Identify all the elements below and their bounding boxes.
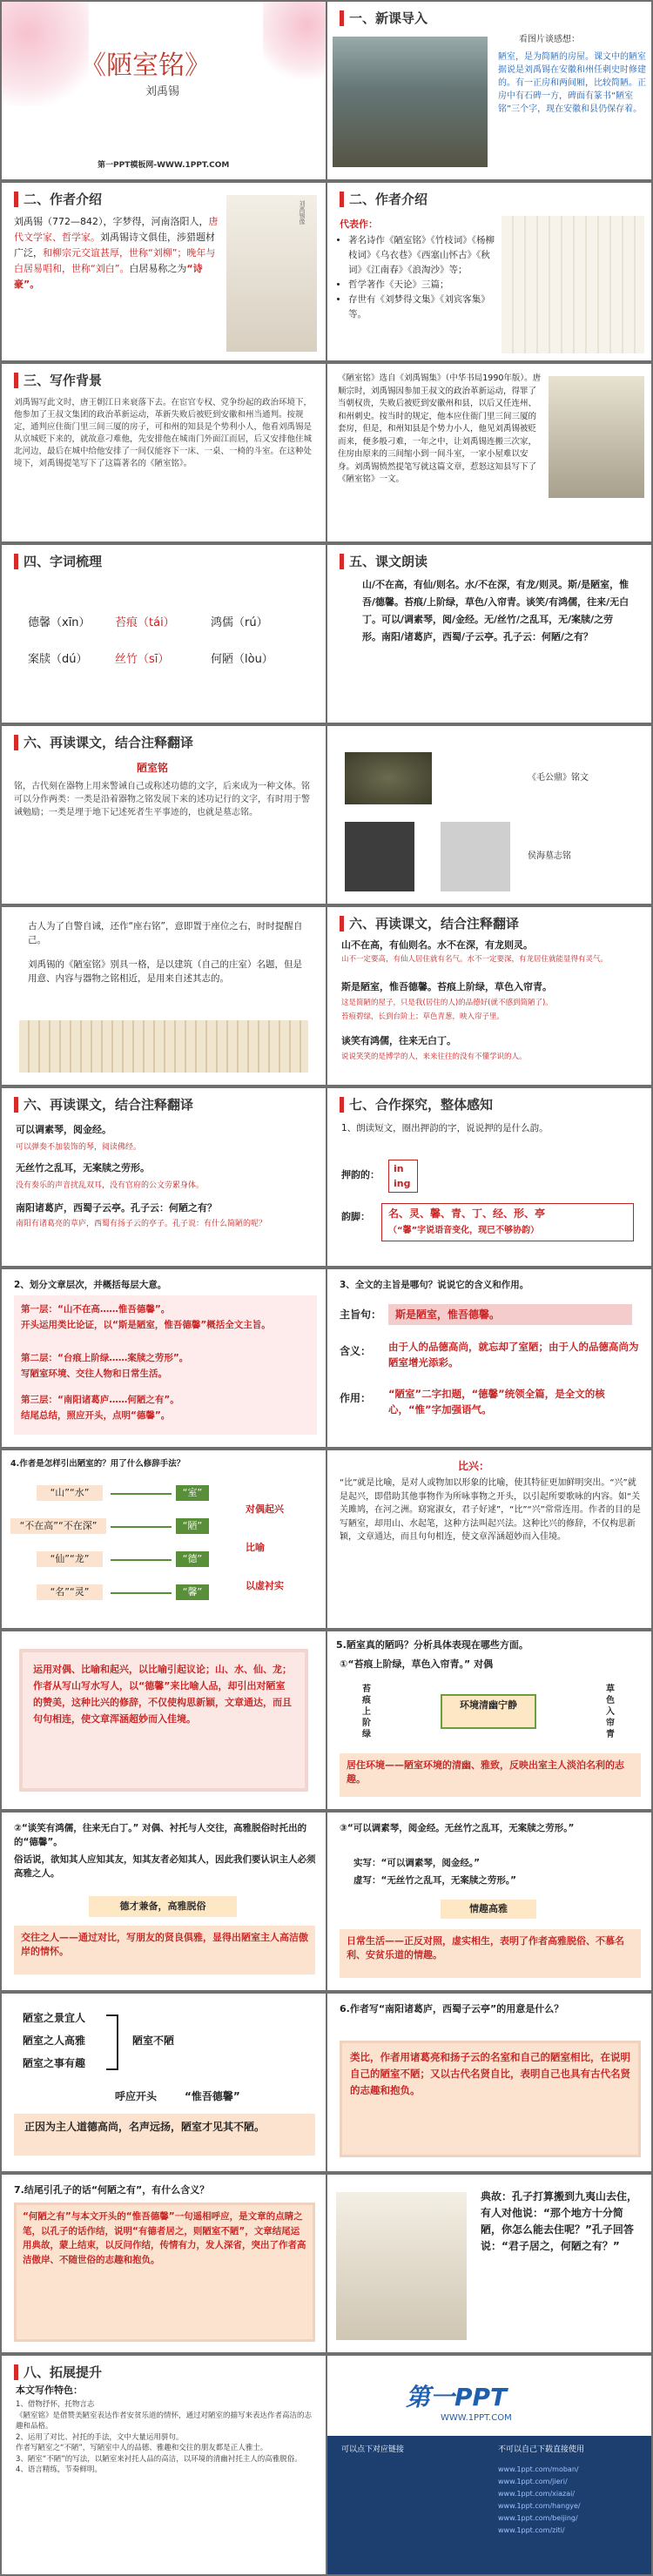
slide-structure bbox=[2, 1269, 326, 1447]
brand-text: 第一PPT模板网-WWW.1PPT.COM bbox=[98, 161, 230, 170]
line-1: 山不在高，有仙则名。水不在深，有龙则灵。 bbox=[341, 939, 533, 951]
work-item: • 哲学著作《天论》三篇； bbox=[348, 278, 496, 293]
works-label: 代表作： bbox=[340, 219, 378, 230]
layer-1: 第一层：“山不在高……惟吾德馨”。 bbox=[21, 1304, 171, 1315]
slide-heading: 八、拓展提升 bbox=[14, 2364, 102, 2380]
footer-link[interactable]: www.1ppt.com/jieri/ bbox=[498, 2478, 568, 2485]
slide-inscriptions bbox=[327, 726, 651, 904]
reading-text: 山/不在高，有仙/则名。水/不在深，有龙/则灵。斯/是陋室，惟吾/德馨。苔痕/上阶绿，草色/入帘青。谈笑/有鸿儒，往来/无白丁。可以/调素琴，阅/金经。无/丝竹/之乱耳，无/案牍/之劳形。南阳/诸葛庐，西蜀/子云亭。孔子云：何陋/之有？ bbox=[362, 579, 629, 642]
compare-target: “德” bbox=[176, 1551, 209, 1567]
arrow-line bbox=[111, 1592, 172, 1594]
question: 3、全文的主旨是哪句？说说它的含义和作用。 bbox=[340, 1280, 529, 1290]
layer-2: 第二层：“台痕上阶绿……案牍之劳形”。 bbox=[21, 1353, 189, 1363]
question: 5.陋室真的陋吗？分析具体表现在哪些方面。 bbox=[336, 1639, 528, 1651]
work-item: • 存世有《刘梦得文集》《刘宾客集》等。 bbox=[348, 293, 496, 322]
allusion-text: 典故：孔子打算搬到九夷山去住，有人对他说：“那个地方十分简陋，你怎么能去住呢？”孔子回答说：“君子居之，何陋之有？” bbox=[481, 2190, 638, 2252]
footer-link[interactable]: www.1ppt.com/ziti/ bbox=[498, 2526, 565, 2534]
sub-title: 陋室铭 bbox=[137, 762, 169, 774]
slide-analysis-3 bbox=[327, 1813, 651, 1990]
flower-decoration-right bbox=[263, 2, 326, 80]
slide-bixing bbox=[327, 1450, 651, 1628]
calligraphy-image bbox=[502, 216, 644, 353]
ming-explanation: 铭，古代刻在器物上用来警诫自己或称述功德的文字，后来成为一种文体。铭可以分作两类：一类是沿着器物之铭发展下来的述功记行的文字，有时用于警诫勉励；一类是埋于地下记述死者生平事迹的，也就是墓志铭。 bbox=[14, 782, 310, 817]
line-2: 斯是陋室，惟吾德馨。苔痕上阶绿，草色入帘青。 bbox=[341, 981, 552, 992]
note-3: 南阳有诸葛亮的草庐，西蜀有扬子云的亭子。孔子说：有什么简陋的呢？ bbox=[16, 1220, 267, 1228]
slide-rhetoric bbox=[2, 1450, 326, 1628]
slide-heading: 六、再读课文，结合注释翻译 bbox=[14, 1097, 193, 1113]
label-biyu: 比喻 bbox=[246, 1542, 265, 1553]
note-2: 没有奏乐的声音扰乱双耳，没有官府的公文劳累身体。 bbox=[16, 1181, 205, 1190]
footer-link[interactable]: www.1ppt.com/xiazai/ bbox=[498, 2490, 576, 2498]
landscape-painting bbox=[549, 376, 644, 498]
answer: 交往之人——通过对比，写朋友的贤良俱雅，显得出陋室主人高洁傲岸的情怀。 bbox=[21, 1932, 308, 1957]
slide-heading: 六、再读课文，结合注释翻译 bbox=[340, 916, 519, 932]
flower-decoration-left bbox=[2, 2, 89, 106]
question: 4.作者是怎样引出陋室的？用了什么修辞手法？ bbox=[10, 1459, 185, 1469]
motto-text-1: 古人为了自警自诫，还作“座右铭”，意即置于座位之右，时时提醒自己。 bbox=[28, 921, 303, 945]
question: 7.结尾引孔子的话“何陋之有”，有什么含义？ bbox=[14, 2184, 210, 2196]
liu-bai: 晚年与白居易唱和，世称“刘白”。 bbox=[14, 247, 216, 274]
compare-target: “馨” bbox=[176, 1584, 209, 1600]
answer: 正因为主人道德高尚，名声远扬，陋室才见其不陋。 bbox=[24, 2121, 266, 2133]
compare-item: “山”“水” bbox=[37, 1485, 103, 1501]
word-1: 德馨（xīn） bbox=[28, 616, 91, 629]
slide-title bbox=[2, 2, 326, 179]
compare-item: “仙”“龙” bbox=[37, 1551, 103, 1567]
slide-explore-1 bbox=[327, 1088, 651, 1266]
background-text: 刘禹锡写此文时，唐王朝江日来衰落下去。在宦官专权、党争纷起的政治环境下，他参加了王叔文集团的政治革新运动，革新失败后被贬到安徽和州当通判。按规定，通判应住衙门里三间三厦的房子，可和州的知县是个势利小人，他看刘禹锡是从京城贬下来的，就故意刁难他，先安排他在城南门外面江而居，后又安排他住城北河边，最后在城中给他安排了一间仅能容下一床、一桌、一椅的斗室。在这种处境下，刘禹锡提笔写下了这篇著名的《陋室铭》。 bbox=[14, 398, 313, 468]
slide-translate-2 bbox=[327, 907, 651, 1085]
word-3: 鸿儒（rú） bbox=[211, 616, 268, 629]
real-write: 实写：“可以调素琴，阅金经。” bbox=[353, 1858, 481, 1868]
slide-brand bbox=[327, 2356, 651, 2574]
slide-intro bbox=[327, 2, 651, 179]
question: 1、朗读短文，圈出押韵的字，说说押的是什么韵。 bbox=[341, 1123, 549, 1133]
slide-heading: 七、合作探究，整体感知 bbox=[340, 1097, 493, 1113]
slide-heading: 三、写作背景 bbox=[14, 373, 102, 388]
slide-summary-box bbox=[2, 1631, 326, 1809]
bronze-ding-image bbox=[345, 752, 432, 804]
arrow-line bbox=[111, 1559, 172, 1561]
feature-line: 作者写陋室之“不陋”，写陋室中人的品德、雅趣和交往的朋友都是正人雅士。 bbox=[16, 2444, 268, 2452]
confucius-image bbox=[336, 2192, 467, 2340]
theme-label: 主旨句： bbox=[340, 1308, 382, 1321]
effect-label: 作用： bbox=[340, 1392, 372, 1404]
word-5: 丝竹（sī） bbox=[115, 653, 170, 666]
caption-ding: 《毛公鼎》铭文 bbox=[528, 773, 589, 783]
slide-author-2 bbox=[327, 183, 651, 360]
features-title: 本文写作特色： bbox=[16, 2384, 83, 2396]
line-3: 谈笑有鸿儒，往来无白丁。 bbox=[341, 1035, 456, 1046]
answer: 类比，作者用诸葛亮和扬子云的名室和自己的陋室相比，在说明自己的陋室不陋；又以古代名贤自比，表明自己也具有古代名贤的志趣和抱负。 bbox=[350, 2051, 630, 2096]
epitaph-rubbing bbox=[441, 822, 510, 891]
meaning-text: 由于人的品德高尚，就忘却了室陋；由于人的品德高尚为陋室增光添彩。 bbox=[388, 1341, 639, 1369]
row-3: 陋室之事有趣 bbox=[23, 2057, 86, 2069]
layer-3: 第三层：“南阳诸葛庐……何陋之有”。 bbox=[21, 1395, 179, 1405]
foot-note: （“馨”字说语音变化，现已不够协韵） bbox=[388, 1226, 540, 1235]
echo-quote: “惟吾德馨” bbox=[185, 2090, 240, 2102]
layer-2-desc: 写陋室环境、交往人物和日常生活。 bbox=[21, 1369, 167, 1379]
motto-text-2: 刘禹锡的《陋室铭》别具一格，是以建筑（自己的庄室）名题，但是用意、内容与器物之铭相近，是用来自述其志的。 bbox=[28, 959, 302, 984]
conclusion-tag: 情趣高雅 bbox=[441, 1900, 536, 1919]
compare-item: “不在高”“不在深” bbox=[10, 1518, 106, 1534]
slide-background-2 bbox=[327, 364, 651, 541]
note-1: 山不一定要高，有仙人居住就有名气。水不一定要深，有龙居住就能显得有灵气。 bbox=[341, 955, 609, 964]
virtual-write: 虚写：“无丝竹之乱耳，无案牍之劳形。” bbox=[353, 1875, 517, 1886]
meaning-label: 含义： bbox=[340, 1345, 372, 1357]
slide-heading: 二、作者介绍 bbox=[14, 192, 102, 207]
foot-chars: 名、灵、馨、青、丁、经、形、亭 bbox=[388, 1207, 546, 1220]
row-1: 陋室之景宜人 bbox=[23, 2012, 86, 2024]
feature-line: 2、运用了对比、衬托的手法，文中大量运用骈句。 bbox=[16, 2432, 184, 2442]
slide-author-1 bbox=[2, 183, 326, 360]
slide-question-6 bbox=[327, 1994, 651, 2171]
layer-1-desc: 开头运用类比论证，以“斯是陋室，惟吾德馨”概括全文主旨。 bbox=[21, 1320, 271, 1330]
answer: 日常生活——正反对照，虚实相生，表明了作者高雅脱俗、不慕名利、安贫乐道的情趣。 bbox=[347, 1935, 624, 1961]
word-2: 苔痕（tái） bbox=[115, 616, 175, 629]
portrait-caption: 刘禹锡像 bbox=[299, 200, 306, 225]
point-2-text: 俗话说，欲知其人应知其友，知其友者必知其人，因此我们要认识主人必须高雅之人。 bbox=[14, 1854, 316, 1879]
slide-extension bbox=[2, 2356, 326, 2574]
arrow-line bbox=[111, 1493, 172, 1495]
slide-summary-tree bbox=[2, 1994, 326, 2171]
author-name: 刘禹锡 bbox=[145, 85, 180, 98]
author-bio-2: 刘禹锡诗文俱佳，涉猎题材广泛， bbox=[14, 232, 215, 259]
col-header-1: 可以点下对应链接 bbox=[341, 2445, 405, 2454]
foot-label: 韵脚： bbox=[341, 1211, 370, 1222]
point-3: ③“可以调素琴，阅金经。无丝竹之乱耳，无案牍之劳形。” bbox=[340, 1823, 575, 1833]
slide-background-1 bbox=[2, 364, 326, 541]
calligraphy-scroll bbox=[19, 1020, 308, 1073]
slide-heading: 二、作者介绍 bbox=[340, 192, 427, 207]
slide-translate-3 bbox=[2, 1088, 326, 1266]
slide-translate-1 bbox=[2, 726, 326, 904]
slide-reading bbox=[327, 545, 651, 723]
bixing-text: “比”就是比喻，是对人或物加以形象的比喻，使其特征更加鲜明突出。“兴”就是起兴，即借助其他事物作为所咏事物之开头，以引起所要歌咏的内容。如“关关雎鸠，在河之洲。窈窕淑女，君子好逑”，“比”“兴”常常连用。作者的目的是写陋室，却用山、水起笔，这种方法叫起兴法。这种比兴的修辞，不仅构思新颖，文章通达，而且句句相连，使文章浑涵超妙而入佳境。 bbox=[340, 1478, 641, 1542]
slide-heading: 六、再读课文，结合注释翻译 bbox=[14, 735, 193, 750]
feature-line: 《陋室铭》是借赞美陋室表达作者安贫乐道的情怀，通过对陋室的描写来表达作者高洁的志趣和品格。 bbox=[16, 2411, 313, 2431]
answer: “何陋之有”与本文开头的“惟吾德馨”一句遥相呼应，是文章的点睛之笔，以孔子的话作结，说明“有德者居之，则陋室不陋”，文章结尾运用典故，蒙上结束，以反问作结，传情有力，发人深省，突出了作者高洁傲岸、不随世俗的志趣和抱负。 bbox=[23, 2211, 306, 2265]
compare-item: “名”“灵” bbox=[37, 1584, 103, 1600]
echo-label: 呼应开头 bbox=[115, 2090, 158, 2102]
line-1: 可以调素琴，阅金经。 bbox=[16, 1124, 111, 1135]
environment-label: 环境清幽宁静 bbox=[441, 1694, 536, 1729]
note-label: 看图片谈感想： bbox=[519, 35, 580, 44]
bixing-title: 比兴： bbox=[458, 1460, 490, 1472]
compare-target: “室” bbox=[176, 1485, 209, 1501]
compare-target: “陋” bbox=[176, 1518, 209, 1534]
note-3: 苔痕碧绿，长到台阶上；草色青葱，映入帘子里。 bbox=[341, 1012, 505, 1021]
left-phrase: 苔痕上阶绿 bbox=[362, 1685, 371, 1739]
brand-url: WWW.1PPT.COM bbox=[441, 2413, 512, 2423]
slide-theme bbox=[327, 1269, 651, 1447]
not-shabby: 陋室不陋 bbox=[132, 2035, 175, 2047]
bracket bbox=[106, 2014, 118, 2070]
caption-epitaph: 侯海墓志铭 bbox=[528, 851, 571, 861]
epitaph-image bbox=[345, 822, 414, 891]
slide-heading: 五、课文朗读 bbox=[340, 554, 427, 569]
theme-sentence: 斯是陋室，惟吾德馨。 bbox=[395, 1308, 501, 1321]
line-2: 无丝竹之乱耳，无案牍之劳形。 bbox=[16, 1162, 150, 1174]
answer: 居住环境——陋室环境的清幽、雅致，反映出室主人淡泊名利的志趣。 bbox=[347, 1759, 624, 1785]
slide-analysis-1 bbox=[327, 1631, 651, 1809]
point-1: ①“苔痕上阶绿，草色入帘青。” 对偶 bbox=[340, 1658, 494, 1670]
rhyme-value: in ing bbox=[394, 1163, 411, 1189]
note-1: 可以弹奏不加装饰的琴，阅读佛经。 bbox=[16, 1143, 142, 1152]
note-4: 说说笑笑的是博学的人，来来往往的没有不懂学识的人。 bbox=[341, 1053, 527, 1061]
author-title: 唐代文学家、哲学家。 bbox=[14, 216, 219, 243]
slide-question-7 bbox=[2, 2175, 326, 2352]
effect-text: “陋室”二字扣题，“德馨”统领全篇，是全文的核心，“惟”字加强语气。 bbox=[388, 1388, 605, 1416]
brand-logo: 第一PPT bbox=[406, 2383, 508, 2411]
point-2: ②“谈笑有鸿儒，往来无白丁。” 对偶、衬托与人交往，高雅脱俗时托出的的“德馨”。 bbox=[14, 1823, 307, 1847]
slide-motto bbox=[2, 907, 326, 1085]
right-phrase: 草色入帘青 bbox=[606, 1685, 615, 1739]
footer-panel bbox=[327, 2436, 651, 2574]
feature-line: 4、语言精练，节奏鲜明。 bbox=[16, 2465, 102, 2474]
lesson-title: 《陋室铭》 bbox=[80, 50, 211, 81]
arrow-line bbox=[111, 1526, 172, 1528]
label-duiou: 对偶起兴 bbox=[246, 1503, 284, 1515]
author-bio-3: 白居易称之为 bbox=[129, 263, 187, 274]
line-3: 南阳诸葛庐，西蜀子云亭。孔子云：何陋之有？ bbox=[16, 1202, 217, 1214]
intro-text: 陋室，是为简陋的房屋。课文中的陋室据说是刘禹锡在安徽和州任刺史时修建的。有一正房和两间厢，比较简陋。正房中有石碑一方，碑面有篆书“陋室铭”三个字，现在安徽和县仍保存着。 bbox=[498, 52, 646, 114]
row-2: 陋室之人高雅 bbox=[23, 2035, 86, 2047]
summary-text: 运用对偶、比喻和起兴，以比喻引起议论；山、水、仙、龙；作者从写山写水写人，以“德馨”来比喻人品，却引出对陋室的赞美，这种比兴的修辞，不仅使构思新颖，文章通达，而且句句相连，使文章浑涵超妙而入佳境。 bbox=[33, 1664, 292, 1725]
feature-line: 3、陋室“不陋”的写法，以陋室来衬托人品的高洁，以环境的清幽衬托主人的高雅脱俗。 bbox=[16, 2454, 302, 2464]
question: 2、划分文章层次，并概括每层大意。 bbox=[14, 1280, 167, 1290]
rhyme-label: 押韵的： bbox=[341, 1169, 380, 1180]
background-text-2: 《陋室铭》选自《刘禹锡集》（中华书局1990年版）。唐顺宗时，刘禹锡因参加王叔文的政治革新运动，得罪了当朝权贵，失败后被贬到安徽州和县，以后又任连州、和州刺史。按当时的规定，他本应住衙门里三间三厦的套房，但是，和州知县是个势力小人，他见刘禹锡被贬而来，便多般刁难，一年之中，让刘禹锡连搬三次家，住房由原来的三间缩小到一间斗室，一家小屋难以安身。刘禹锡愤然提笔写就这篇文章，惹怒这知县写下了《陋室铭》一文。 bbox=[338, 373, 542, 484]
liu-liu: 和柳宗元交谊甚厚，世称“刘柳”； bbox=[43, 247, 187, 259]
footer-link[interactable]: www.1ppt.com/hangye/ bbox=[498, 2502, 581, 2510]
slide-analysis-2 bbox=[2, 1813, 326, 1990]
feature-line: 1、借物抒怀，托物言志 bbox=[16, 2400, 95, 2409]
col-header-2: 不可以自己下载直接使用 bbox=[498, 2445, 585, 2454]
layer-3-desc: 结尾总结，照应开头，点明“德馨”。 bbox=[21, 1410, 171, 1421]
lou-shi-photo bbox=[333, 37, 488, 167]
slide-allusion bbox=[327, 2175, 651, 2352]
footer-link[interactable]: www.1ppt.com/moban/ bbox=[498, 2465, 579, 2473]
conclusion-tag: 德才兼备，高雅脱俗 bbox=[89, 1896, 237, 1917]
slide-heading: 四、字词梳理 bbox=[14, 554, 102, 569]
question: 6.作者写“南阳诸葛庐，西蜀子云亭”的用意是什么？ bbox=[340, 2003, 564, 2014]
slide-vocabulary bbox=[2, 545, 326, 723]
work-item: • 著名诗作《陋室铭》《竹枝词》《杨柳枝词》《乌衣巷》《西塞山怀古》《秋词》《江南春》《浪淘沙》等； bbox=[348, 233, 496, 278]
slide-heading: 一、新课导入 bbox=[340, 10, 427, 26]
shi-hao: “诗豪”。 bbox=[14, 263, 203, 290]
note-2: 这是简陋的屋子，只是我(居住的人)的品德好(就不感到简陋了)。 bbox=[341, 999, 553, 1007]
word-6: 何陋（lòu） bbox=[211, 653, 273, 666]
footer-link[interactable]: www.1ppt.com/beijing/ bbox=[498, 2514, 578, 2522]
author-bio: 刘禹锡（772—842），字梦得，河南洛阳人， bbox=[14, 216, 209, 227]
label-xuchen: 以虚衬实 bbox=[246, 1580, 284, 1591]
word-4: 案牍（dú） bbox=[28, 653, 88, 666]
